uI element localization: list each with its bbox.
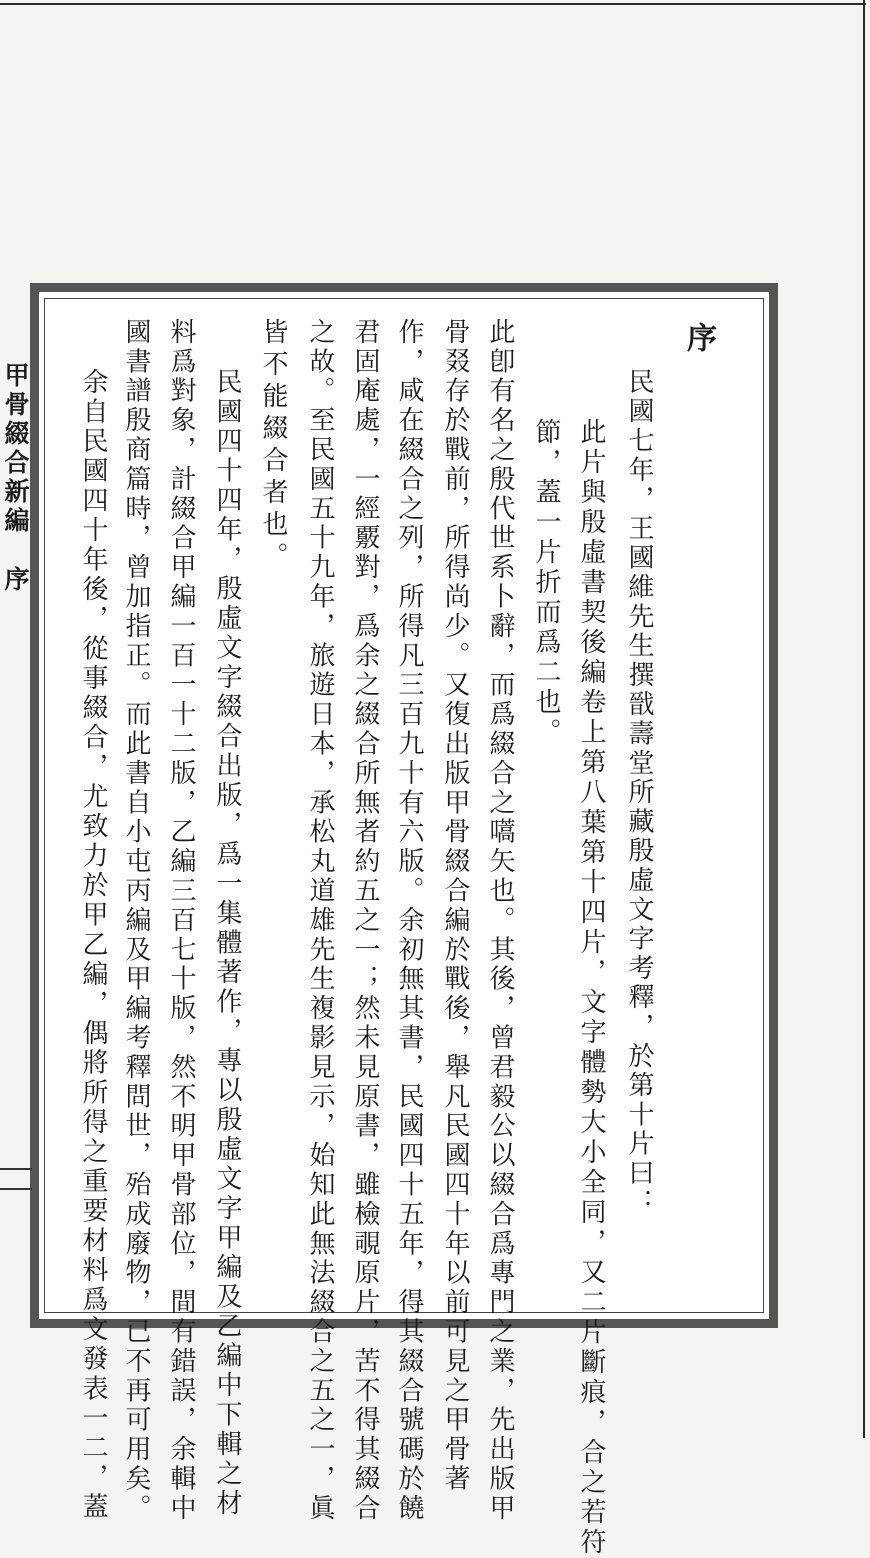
section-label: 序 — [1, 566, 30, 595]
text-column-11: 料爲對象，計綴合甲編一百一十二版，乙編三百七十版，然不明甲骨部位，間有錯誤，余輯中 — [166, 318, 196, 1524]
text-column-12: 國書譜殷商篇時，曾加指正。而此書自小屯丙編及甲編考釋問世，殆成廢物，已不再可用矣。 — [121, 318, 151, 1524]
page-number — [0, 1160, 32, 1196]
text-column-4: 此卽有名之殷代世系卜辭，而爲綴合之嚆矢也。其後，曾君毅公以綴合爲專門之業，先出版甲 — [485, 318, 515, 1524]
text-column-9: 皆不能綴合者也。 — [258, 318, 288, 574]
text-column-2: 此片與殷虛書契後編卷上第八葉第十四片，文字體勢大小全同，又二片斷痕，合之若符 — [576, 418, 606, 1558]
text-column-1: 民國七年，王國維先生撰戩壽堂所藏殷虛文字考釋，於第十片曰： — [624, 368, 654, 1218]
top-edge-rule — [0, 3, 866, 5]
right-edge-rule — [863, 0, 865, 1438]
text-column-3: 節，蓋一片折而爲二也。 — [531, 418, 561, 748]
text-column-6: 作，咸在綴合之列，所得凡三百九十有六版。余初無其書，民國四十五年，得其綴合號碼於饒 — [394, 318, 424, 1524]
text-column-8: 之故。至民國五十九年，旅遊日本，承松丸道雄先生複影見示，始知此無法綴合之五之一，眞 — [305, 318, 335, 1524]
book-title: 甲骨綴合新編 — [1, 362, 30, 536]
text-column-5: 骨叕存於戰前，所得尚少。又復出版甲骨綴合編於戰後，舉凡民國四十年以前可見之甲骨著 — [440, 318, 470, 1494]
text-column-7: 君固庵處，一經覈對，爲余之綴合所無者約五之一；然未見原書，雖檢覗原片，苦不得其綴合 — [350, 318, 380, 1524]
text-column-10: 民國四十四年，殷虛文字綴合出版，爲一集體著作，專以殷虛文字甲編及乙編中下輯之材 — [212, 368, 242, 1519]
text-column-13: 余自民國四十年後，從事綴合，尤致力於甲乙編，偶將所得之重要材料爲文發表一二，蓋 — [78, 368, 108, 1523]
preface-heading: 序 — [681, 322, 716, 352]
